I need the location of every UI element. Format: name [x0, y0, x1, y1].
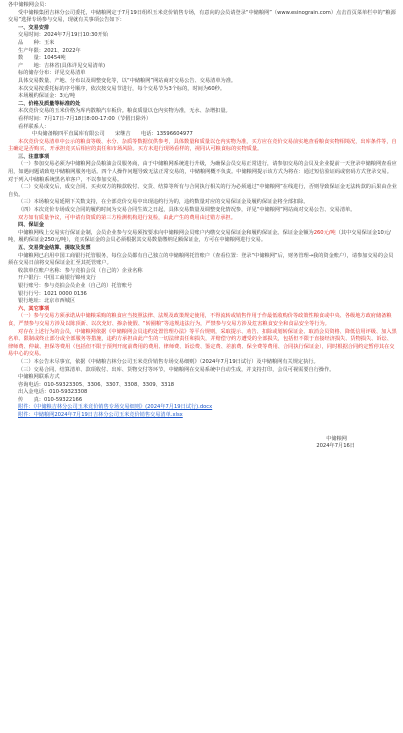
contact-title: 中储粮网联系方式: [18, 374, 60, 381]
signature-date: 2024年7月16日: [316, 443, 355, 450]
deposit-amount: 260元/吨: [313, 229, 336, 236]
attachment-rules-link[interactable]: [8, 404, 397, 412]
visit-contact: 中央储备粮四平直属库有限公司 宋继吉 电话：13596604977: [32, 131, 193, 138]
fund-phone: 出入金电话：010-59323308: [18, 389, 88, 396]
account-number: 银行账号：参与竞拍会员企业（自己的）托管账号: [18, 282, 133, 289]
consult-phone: 咨询电话：010-59323305、3306、3307、3308、3309、3318: [18, 381, 175, 388]
note-4-dispute: 双方如有质量争议，可申请有资质的第三方检测机构进行复检，由此产生的费用由过错方承担。: [18, 214, 236, 221]
production-year: 生产年限：2021、2022年: [18, 47, 81, 54]
price-standard: 本次竞价交易的玉米价格为库内散粮汽车板价。粮食质量以仓内实物为准，无水、杂增扣量。: [18, 108, 231, 115]
visit-contact-label: 看样联系人：: [18, 123, 50, 130]
variety: 品 种：玉米: [18, 39, 55, 46]
note-4: （四）本次竞价专场成交合同的履约时间为交易合同生效之日起，具体交易数量及调整变化情况参，详见“中储粮网”网站商对交易公告、交易清单。: [18, 207, 356, 214]
signature-org: 中储粮网: [326, 435, 347, 442]
trade-detail: 具体交易数量、产地、分布以及调整变化等，以“中储粮网”网站商对交易公告、交易清单为准。: [18, 77, 237, 84]
bank-address: 银行地址：北京市西城区: [18, 298, 76, 305]
bank-name: 开户银行：中国工商银行锦州支行: [18, 275, 96, 282]
other-2: （二）本公告未尽事宜，依据《中储粮吉林分公司玉米竞价销售专场交易细则》（2024年7月19日试行）及中储粮网有关规定执行。: [18, 358, 319, 365]
fax-number: 传 真：010-59322166: [18, 396, 83, 403]
greeting: 各中储粮网会员：: [8, 2, 50, 8]
other-3: （三）交易合同、结算清单、款项收付、出库、货物交付等环节，中储粮网在交易系统中自动生成，并支持打印，会员可视需要自行操作。: [18, 366, 335, 373]
deposit-paragraph: [8, 230, 397, 245]
storage-distribution: 标的储存分布：详见交易清单: [18, 70, 86, 77]
other-1: （一）参与交易方须承诺从中储粮采购的粮食应当按照法律、法规及政策规定使用，不得流转或销售作用于作最低收购价等政策性粮食或中央、各级地方政府储备粮食，严禁参与交易方涉及以陈顶新、以次充好、掺杂使假、“转圈粮”等违规违法行为，严禁参与交易方涉及危害粮食安全和食品安全等行为。: [8, 313, 392, 327]
deposit-text: 中储粮网线上交易实行保证金制，会员企业参与交易须按要求向中储粮网会员账户内缴交交易保证金和履约保证金。保证金金额为: [18, 229, 314, 236]
attachment-list-link[interactable]: [8, 412, 397, 420]
deposit-text-tail: （其中交易保证金10元/吨，履约保证金250元/吨），竞买保证金的会员必须根据其交易数量缴纳足额保证金，方可在中储粮网进行交易。: [8, 229, 391, 244]
deposit-fee: 本场履约保证金：3元/吨: [18, 93, 75, 100]
quantity: 数 量：10454吨: [18, 55, 66, 62]
section-6-title: 六、其它事项: [18, 305, 50, 312]
section-4-title: 四、保证金: [18, 222, 44, 229]
section-2-title: 二、价格及质量等标准的处: [18, 100, 81, 107]
note-2: （二）交易成交后，成交合同、买卖双方的粮款收付、交货、结算等所有与合同执行相关的行为必须通过“中储粮网”在线进行，否则导致保证金无法转款的后果由企业自负。: [8, 184, 397, 198]
other-1-penalty: 对存在上述行为的会员，中储粮网依据《中储粮网会员违约处置管理办法》等平台规则，采取提示、劝告、扣除或划转保证金、取消会员资格、降低信用评级、加入黑名单、限制或终止部分或全部服务等措施，违约方承担由此产生的一切法律责任和损失，并赔偿守约方遭受的全部损失，包括但不限于直接经济损失、货物损失、诉讼、律师费、仲裁、担保等费用（包括但不限于预判开庭前费用的费用、律师费、诉讼费、鉴定费、差旅费、保全费等费用、合同执行保证金），同时根据合同约定暂停其在交易中心的交易。: [8, 328, 397, 358]
note-3: （三）本场粮交易延期下关数支持，在全部竞价交易中出现违约行为的，违约数量对应的交易保证金及履约保证金将全部扣除。: [18, 199, 309, 206]
intro-paragraph: 受中储粮集团吉林分公司委托，中储粮网定于7月19日组织玉米竞价销售专场，有意向的会员请登录“中储粮网”（www.esinograin.com）点击首页菜单栏中的“粮源交易”选择专场参与交易，现就有关事项公告如下：: [8, 9, 396, 24]
account-name: 收款单位账户名称：参与竞拍会员（自己的）企业名称: [18, 267, 143, 274]
settlement-paragraph: 中储粮网已启用中国工商银行托管服务，每位会员都有自己独立的中储粮网托管账户（查看位置：登录“中储粮网”后，财务管理→我的资金账户），请参加交易的会员须在交易日前将交易保证金汇至其托管账户。: [8, 252, 394, 267]
origin: 产 地：吉林省(具体详见交易清单): [18, 62, 106, 69]
section-3-title: 三、注意事项: [18, 153, 50, 160]
section-5-title: 五、交易资金结算、提取及发票: [18, 245, 91, 251]
quality-warning: 本次竞价交易清单中公示的粮食等级、水分、杂质等数据仅供参考，具体数量和质量以仓内实物为准，买方应在竞价交易前实地查看粮食实物相境况，出库条件等，自主确定是否购买，开承担竞买后相应的责任和市场风险。买方未进行现场看样的，视同认可粮食标的实物质量。: [8, 138, 397, 153]
attachment-list[interactable]: 附件：中储粮网2024年7月19日吉林分公司玉米竞价销售交易清单.xlsx: [18, 412, 183, 419]
note-1: （一）参加交易必须为中储粮网会员粮油会员服务商，由于中储粮网系统进行升级，为确保会员交易正常进行，请参加交易的会员及企业提前一天登录中储粮网查看应用，如遇问题请致电中储粮网服务电话。四个人操作问题导致无法正常交易的，中储粮网概不负责。中储粮网提示该方式为将在：通过短信验证码或密码方式登录交易。对于列入中储粮系统黑名单客户，不以参加交易。: [8, 161, 397, 183]
bank-code: 银行行号：1021 0000 0136: [18, 290, 87, 297]
section-1-title: 一、交易安排: [18, 24, 50, 31]
trade-time: 交易时间：2024年7月19日10:30开始: [18, 32, 108, 39]
visit-time: 看样时间：7月17日-7月18日8:00-17:00（节假日除外）: [18, 115, 152, 122]
attachment-rules[interactable]: 附件：《中储粮吉林分公司玉米竞价销售专场交易细则》(2024年7月19日试行).docx: [18, 404, 213, 411]
trade-method: 本次交易按委托标的序号顺序，依次按交易节进行，每个交易节为3个标的，时间为60秒。: [18, 85, 226, 92]
